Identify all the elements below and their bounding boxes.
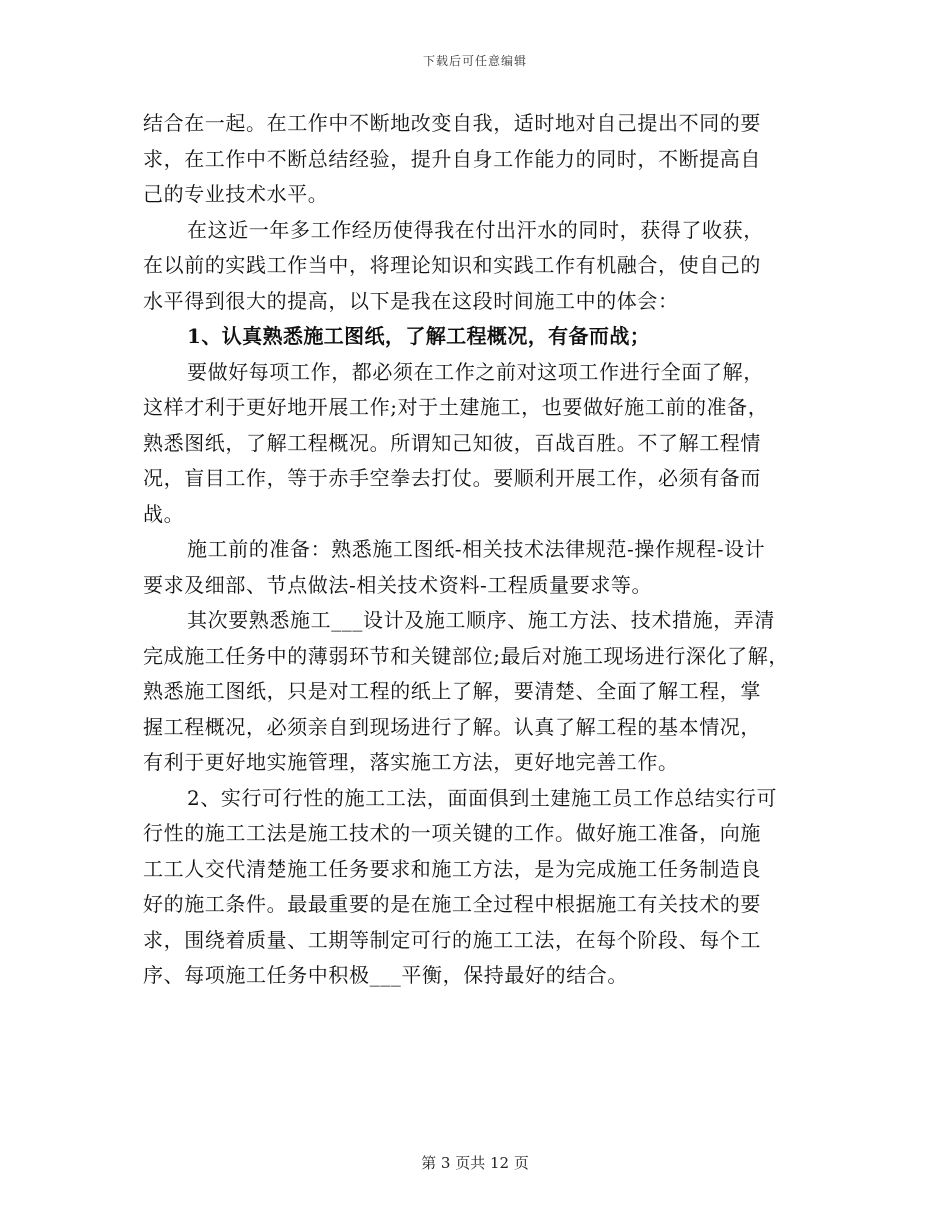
text-line: 完成施工任务中的薄弱环节和关键部位;最后对施工现场进行深化了解， [143, 643, 789, 668]
text-line: 在以前的实践工作当中，将理论知识和实践工作有机融合，使自己的 [143, 253, 761, 277]
text-line: 其次要熟悉施工___设计及施工顺序、施工方法、技术措施，弄清 [187, 608, 775, 632]
page-number: 第 3 页共 12 页 [421, 1154, 529, 1172]
text-line: 有利于更好地实施管理，落实施工方法，更好地完善工作。 [143, 750, 679, 774]
text-line: 求，在工作中不断总结经验，提升自身工作能力的同时，不断提高自 [143, 146, 761, 171]
text-line: 水平得到很大的提高，以下是我在这段时间施工中的体会： [143, 288, 679, 313]
text-line: 2、实行可行性的施工工法，面面俱到土建施工员工作总结实行可 [187, 785, 778, 810]
text-line: 结合在一起。在工作中不断地改变自我，适时地对自己提出不同的要 [143, 111, 761, 135]
text-line: 施工前的准备：熟悉施工图纸-相关技术法律规范-操作规程-设计 [187, 537, 766, 561]
document-body [143, 106, 815, 994]
text-line: 好的施工条件。最最重要的是在施工全过程中根据施工有关技术的要 [143, 892, 761, 916]
text-line: 战。 [143, 501, 185, 526]
text-line: 况，盲目工作，等于赤手空拳去打仗。要顺利开展工作，必须有备而 [143, 466, 761, 490]
section-heading: 1、认真熟悉施工图纸，了解工程概况，有备而战； [187, 324, 651, 348]
text-line: 这样才利于更好地开展工作;对于土建施工，也要做好施工前的准备， [143, 395, 769, 419]
text-line: 熟悉施工图纸，只是对工程的纸上了解，要清楚、全面了解工程，掌 [143, 679, 761, 703]
text-line: 行性的施工工法是施工技术的一项关键的工作。做好施工准备，向施 [143, 821, 761, 845]
text-line: 握工程概况，必须亲自到现场进行了解。认真了解工程的基本情况， [143, 714, 761, 739]
text-line: 要做好每项工作，都必须在工作之前对这项工作进行全面了解， [187, 359, 764, 384]
text-line: 求，围绕着质量、工期等制定可行的施工工法，在每个阶段、每个工 [143, 927, 761, 952]
text-line: 序、每项施工任务中积极___平衡，保持最好的结合。 [143, 963, 628, 987]
text-line: 熟悉图纸，了解工程概况。所谓知己知彼，百战百胜。不了解工程情 [143, 430, 761, 455]
text-line: 己的专业技术水平。 [143, 182, 329, 206]
page-header: 下载后可任意编辑 [422, 54, 527, 68]
text-line: 在这近一年多工作经历使得我在付出汗水的同时，获得了收获， [187, 217, 764, 242]
text-line: 工工人交代清楚施工任务要求和施工方法，是为完成施工任务制造良 [143, 856, 761, 881]
text-line: 要求及细部、节点做法-相关技术资料-工程质量要求等。 [143, 572, 653, 597]
